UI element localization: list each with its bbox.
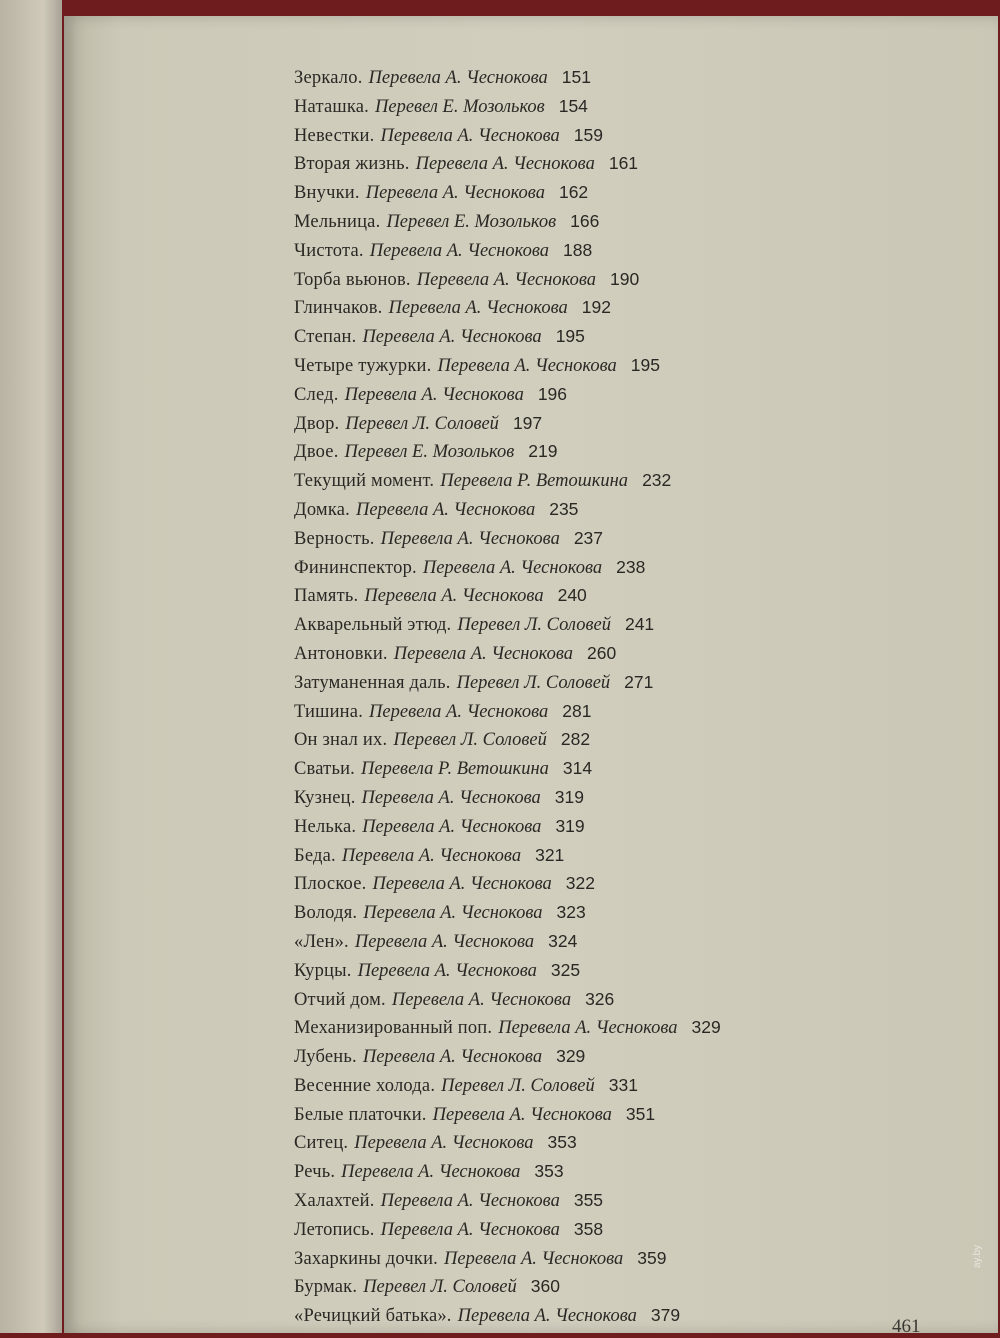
toc-entry [294,1100,721,1129]
toc-entry [294,1272,721,1301]
toc-entry [294,1301,721,1330]
toc-entry-title: След. [294,384,339,405]
toc-entry-translator: Перевела А. Чеснокова [369,701,549,722]
toc-entry-title: Кузнец. [294,787,356,808]
toc-entry-translator: Перевела А. Чеснокова [457,1306,637,1327]
page-number: 461 [892,1316,921,1337]
toc-entry-translator: Перевела А. Чеснокова [380,125,560,146]
toc-entry-title: Невестки. [294,125,375,146]
toc-entry-title: Зеркало. [294,68,363,88]
toc-entry-translator: Перевела А. Чеснокова [362,1047,543,1068]
book-page [64,16,998,1337]
toc-entry-page: 195 [630,354,660,375]
toc-entry [294,63,721,92]
toc-entry [294,668,721,697]
toc-entry-page: 355 [573,1190,604,1211]
toc-entry-page: 379 [650,1305,681,1326]
toc-entry [294,524,721,553]
toc-entry [294,437,721,466]
toc-entry [294,121,721,150]
watermark: ay.by [972,1244,983,1268]
toc-entry-page: 324 [548,930,578,951]
toc-entry-translator: Перевела А. Чеснокова [415,154,595,175]
toc-entry-page: 331 [608,1074,638,1095]
toc-entry-title: Бурмак. [294,1277,358,1298]
toc-entry-title: Домка. [294,499,350,520]
toc-entry [294,1071,721,1100]
toc-entry-page: 232 [642,470,672,491]
toc-entry-title: Плоское. [294,874,367,895]
toc-entry-title: Он знал их. [294,730,388,751]
toc-entry-translator: Перевела А. Чеснокова [341,1162,521,1183]
toc-entry-page: 161 [608,153,639,174]
toc-entry-translator: Перевела А. Чеснокова [380,528,560,549]
toc-entry-translator: Перевела А. Чеснокова [391,989,572,1010]
toc-entry [294,293,721,322]
toc-entry-page: 329 [556,1046,586,1067]
toc-entry-page: 325 [550,959,581,980]
toc-entry-translator: Перевела А. Чеснокова [355,499,536,520]
toc-entry [294,841,721,870]
toc-entry-translator: Перевел Л. Соловей [393,730,547,751]
toc-entry [294,495,721,524]
toc-entry-title: Весенние холода. [294,1075,436,1096]
toc-entry [294,149,721,178]
toc-entry-translator: Перевела А. Чеснокова [393,643,574,664]
toc-entry-translator: Перевел Е. Мозольков [375,96,545,117]
toc-entry-translator: Перевела А. Чеснокова [361,787,541,808]
toc-entry-page: 241 [624,614,655,635]
toc-entry [294,351,721,380]
toc-entry-title: Мельница. [294,211,381,232]
toc-entry [294,207,721,236]
toc-entry-title: Внучки. [294,183,360,204]
table-of-contents [294,63,721,1330]
toc-entry-translator: Перевела А. Чеснокова [354,931,535,952]
toc-entry-translator: Перевел Л. Соловей [363,1277,517,1298]
toc-entry-page: 360 [530,1276,560,1297]
toc-entry [294,409,721,438]
toc-entry-translator: Перевела А. Чеснокова [365,183,545,204]
toc-entry-page: 195 [555,326,585,347]
toc-entry [294,812,721,841]
toc-entry-translator: Перевела А. Чеснокова [498,1018,678,1039]
toc-entry-translator: Перевела А. Чеснокова [354,1133,534,1154]
toc-entry-translator: Перевела А. Чеснокова [380,1219,560,1240]
toc-entry-title: Затуманенная даль. [294,672,451,693]
toc-entry-title: Верность. [294,528,375,549]
toc-entry-page: 151 [561,67,591,87]
toc-entry-title: Речь. [294,1162,336,1183]
toc-entry-translator: Перевел Л. Соловей [456,672,611,693]
toc-entry-page: 323 [556,902,586,923]
toc-entry-title: Беда. [294,845,336,866]
toc-entry-translator: Перевела А. Чеснокова [380,1191,560,1212]
toc-entry-page: 238 [616,556,646,577]
toc-entry-page: 314 [562,758,593,779]
toc-entry [294,697,721,726]
toc-entry-translator: Перевела А. Чеснокова [432,1104,612,1125]
left-page-edge [0,0,62,1333]
toc-entry [294,725,721,754]
toc-entry-page: 322 [565,873,595,894]
toc-entry-page: 162 [558,182,589,203]
toc-entry-title: Фининспектор. [294,557,417,578]
toc-entry-page: 351 [625,1103,656,1124]
toc-entry-translator: Перевела А. Чеснокова [422,557,603,578]
toc-entry-page: 237 [573,527,604,548]
toc-entry-title: Наташка. [294,96,370,117]
toc-entry [294,553,721,582]
toc-entry-title: Белые платочки. [294,1104,427,1125]
toc-entry [294,1215,721,1244]
toc-entry-translator: Перевела А. Чеснокова [444,1248,624,1269]
toc-entry [294,1244,721,1273]
toc-entry-translator: Перевела А. Чеснокова [369,240,549,261]
toc-entry [294,610,721,639]
toc-entry-page: 282 [560,729,591,750]
toc-entry-title: Четыре тужурки. [294,355,432,376]
toc-entry-page: 359 [637,1247,667,1268]
toc-entry-translator: Перевел Л. Соловей [441,1075,595,1096]
toc-entry-page: 154 [558,95,588,116]
toc-entry [294,898,721,927]
toc-entry [294,1157,721,1186]
toc-entry [294,783,721,812]
toc-entry-translator: Перевела А. Чеснокова [363,903,543,924]
toc-entry [294,322,721,351]
toc-entry-title: «Лен». [294,931,349,952]
toc-entry-translator: Перевела А. Чеснокова [364,586,544,607]
toc-entry [294,178,721,207]
toc-entry-translator: Перевела А. Чеснокова [368,68,548,88]
toc-entry-page: 271 [624,671,654,692]
toc-entry [294,985,721,1014]
toc-entry-translator: Перевела А. Чеснокова [372,874,552,895]
toc-entry-title: Механизированный поп. [294,1018,493,1039]
toc-entry-page: 197 [512,412,543,433]
toc-entry-title: Летопись. [294,1219,375,1240]
toc-entry-page: 319 [555,815,585,836]
toc-entry [294,265,721,294]
toc-entry-page: 219 [528,441,558,462]
toc-entry-page: 192 [581,297,611,318]
toc-entry [294,754,721,783]
toc-entry-translator: Перевел Л. Соловей [457,615,611,636]
toc-entry-title: Глинчаков. [294,298,383,319]
toc-entry-translator: Перевела Р. Ветошкина [440,471,629,492]
toc-entry [294,869,721,898]
toc-entry [294,927,721,956]
toc-entry [294,581,721,610]
toc-entry-translator: Перевела Р. Ветошкина [361,759,549,780]
toc-entry-title: Лубень. [294,1047,357,1068]
toc-entry-title: Память. [294,586,359,607]
toc-entry-page: 353 [534,1161,564,1182]
toc-entry-title: Текущий момент. [294,471,435,492]
toc-entry-page: 281 [562,700,592,721]
toc-entry-translator: Перевела А. Чеснокова [416,269,597,290]
toc-entry-title: Тишина. [294,701,364,722]
toc-entry-page: 353 [547,1132,577,1153]
toc-entry-title: Ситец. [294,1133,349,1154]
toc-entry [294,1186,721,1215]
toc-entry-page: 260 [587,642,617,663]
toc-entry-page: 235 [549,498,579,519]
toc-entry-page: 358 [573,1218,604,1239]
toc-entry-page: 240 [557,585,587,606]
toc-entry-page: 326 [585,988,615,1009]
toc-entry-translator: Перевела А. Чеснокова [437,355,617,376]
toc-entry-translator: Перевела А. Чеснокова [362,816,542,837]
toc-entry-translator: Перевела А. Чеснокова [344,384,524,405]
toc-entry-title: Володя. [294,903,358,924]
toc-entry [294,380,721,409]
toc-entry-title: Нелька. [294,816,357,837]
toc-entry-page: 319 [554,786,584,807]
toc-entry [294,1042,721,1071]
toc-entry-title: Отчий дом. [294,989,386,1010]
toc-entry-page: 166 [570,210,600,231]
toc-entry-translator: Перевел Е. Мозольков [386,211,557,232]
toc-entry-translator: Перевела А. Чеснокова [362,327,542,348]
toc-entry-title: Антоновки. [294,643,388,664]
toc-entry-page: 329 [691,1017,721,1038]
toc-entry-title: Чистота. [294,240,364,261]
toc-entry-translator: Перевела А. Чеснокова [341,845,522,866]
toc-entry-title: Двор. [294,413,340,434]
toc-entry-page: 321 [535,844,565,865]
toc-entry-translator: Перевел Л. Соловей [345,413,499,434]
toc-entry-title: Вторая жизнь. [294,154,410,175]
toc-entry-title: Степан. [294,327,357,348]
toc-entry-translator: Перевел Е. Мозольков [344,442,515,463]
toc-entry-title: Халахтей. [294,1191,375,1212]
toc-entry-title: «Речицкий батька». [294,1306,452,1327]
toc-entry [294,639,721,668]
toc-entry [294,466,721,495]
toc-entry-title: Акварельный этюд. [294,615,452,636]
toc-entry-page: 196 [537,383,568,404]
toc-entry-translator: Перевела А. Чеснокова [357,960,537,981]
toc-entry [294,1013,721,1042]
toc-entry-translator: Перевела А. Чеснокова [388,298,568,319]
toc-entry-title: Курцы. [294,960,352,981]
toc-entry-title: Захаркины дочки. [294,1248,438,1269]
toc-entry-page: 190 [610,268,640,289]
toc-entry [294,92,721,121]
toc-entry-title: Двое. [294,442,339,463]
toc-entry-page: 188 [562,239,593,260]
toc-entry-page: 159 [573,124,603,145]
toc-entry [294,956,721,985]
toc-entry [294,1128,721,1157]
toc-entry-title: Торба вьюнов. [294,269,411,290]
toc-entry-title: Сватьи. [294,759,356,780]
toc-entry [294,236,721,265]
